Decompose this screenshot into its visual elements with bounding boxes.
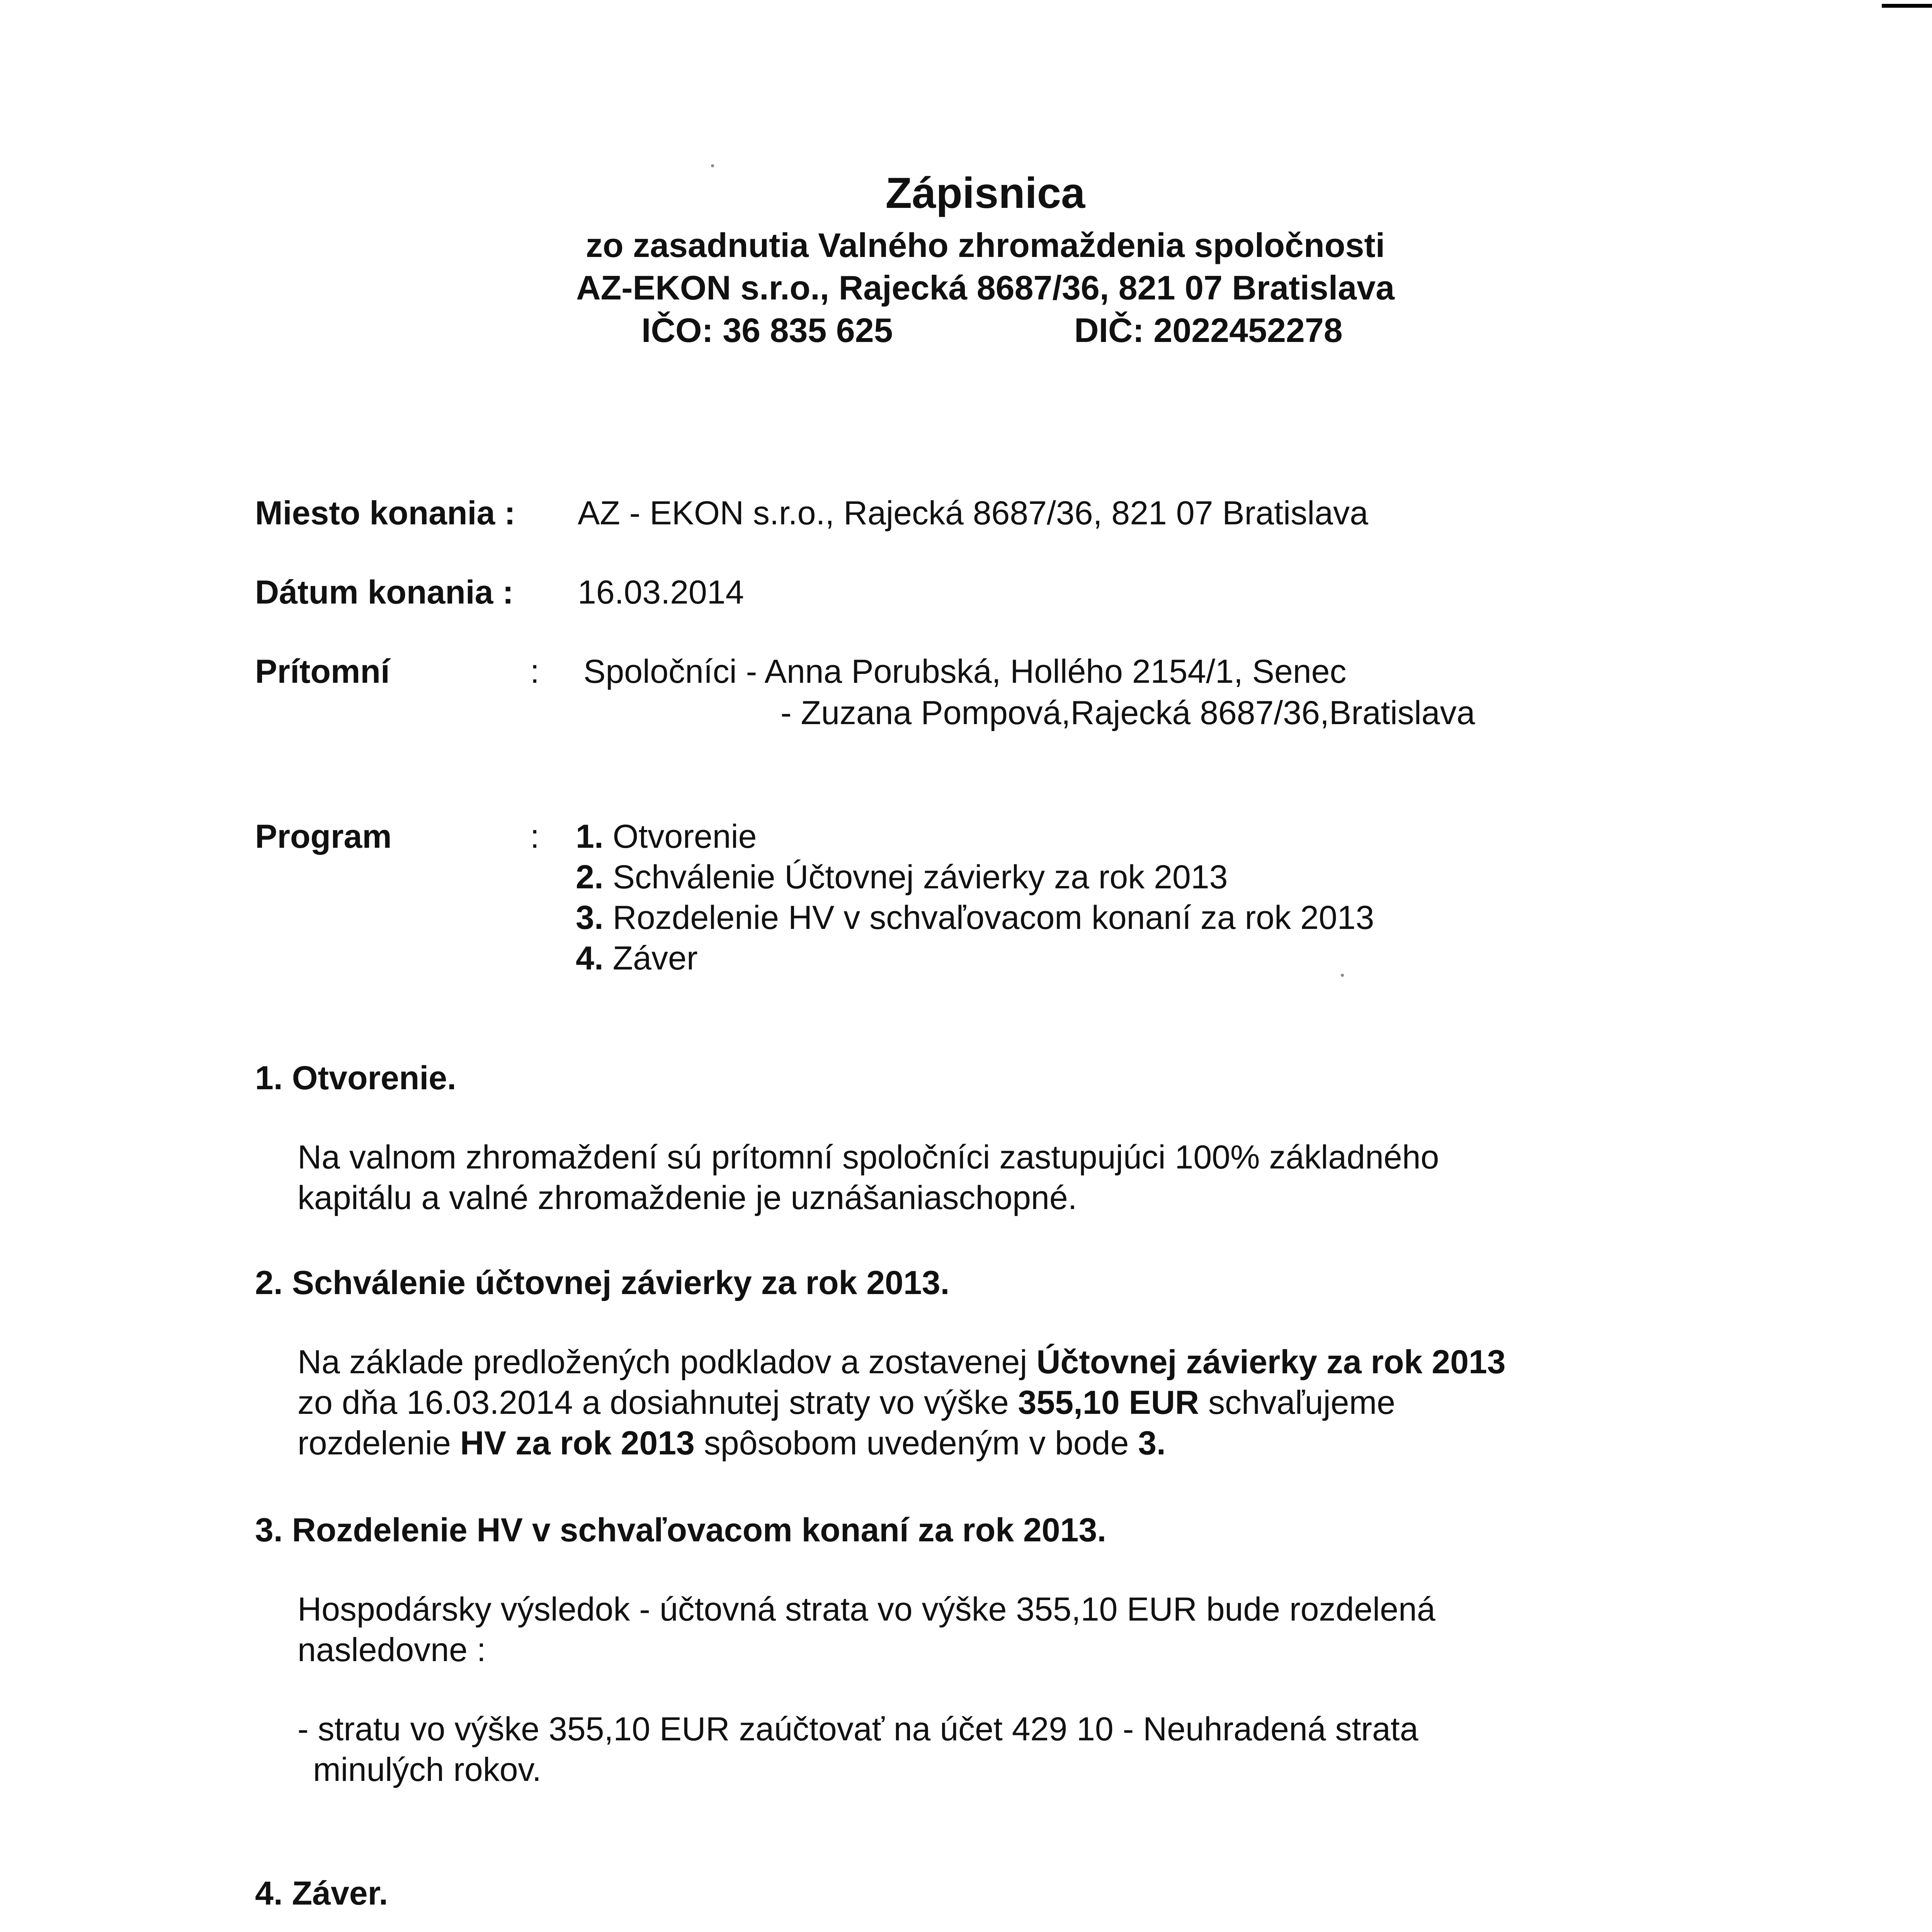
program-item-text: Schválenie Účtovnej závierky za rok 2013 (603, 859, 1228, 896)
program-colon: : (530, 818, 539, 855)
text-run: rozdelenie (298, 1425, 460, 1462)
document-title: Zápisnica (885, 169, 1085, 217)
text-run: zo dňa 16.03.2014 a dosiahnutej straty vo výške (298, 1384, 1018, 1421)
program-item (576, 939, 697, 978)
section-4-heading: 4. Záver. (255, 1875, 388, 1912)
scan-edge-mark (1882, 4, 1932, 8)
program-item-text: Záver (603, 940, 698, 977)
text-run: spôsobom uvedeným v bode (694, 1425, 1138, 1462)
program-item-number: 3. (576, 899, 604, 936)
program-item-number: 2. (576, 859, 604, 896)
section-1-line: Na valnom zhromaždení sú prítomní spoločníci zastupujúci 100% základného (298, 1139, 1439, 1176)
text-run: Na základe predložených podkladov a zostavenej (298, 1344, 1037, 1381)
date-value: 16.03.2014 (578, 574, 744, 611)
section-3-line: - stratu vo výške 355,10 EUR zaúčtovať na účet 429 10 - Neuhradená strata (298, 1711, 1418, 1748)
text-run-bold: 355,10 EUR (1018, 1384, 1199, 1421)
section-3-line: Hospodársky výsledok - účtovná strata vo výške 355,10 EUR bude rozdelená (298, 1591, 1435, 1628)
place-value: AZ - EKON s.r.o., Rajecká 8687/36, 821 07 Bratislava (578, 495, 1368, 532)
section-2-line (298, 1424, 1166, 1463)
section-3-line: nasledovne : (298, 1631, 486, 1668)
section-3-line: minulých rokov. (313, 1751, 542, 1788)
program-item-number: 1. (576, 818, 604, 855)
section-1-line: kapitálu a valné zhromaždenie je uznášaniaschopné. (298, 1179, 1077, 1216)
section-1-heading: 1. Otvorenie. (255, 1060, 456, 1097)
text-run-bold: 3. (1138, 1425, 1166, 1462)
text-run: schvaľujeme (1199, 1384, 1395, 1421)
program-item-text: Otvorenie (603, 818, 757, 855)
place-label: Miesto konania : (255, 495, 515, 532)
program-item (576, 817, 757, 856)
company-address: AZ-EKON s.r.o., Rajecká 8687/36, 821 07 Bratislava (576, 269, 1395, 307)
program-item (576, 858, 1228, 896)
section-3-heading: 3. Rozdelenie HV v schvaľovacom konaní za rok 2013. (255, 1512, 1107, 1549)
company-dic: DIČ: 2022452278 (1074, 311, 1343, 349)
scan-speck (1341, 974, 1344, 977)
text-run-bold: HV za rok 2013 (460, 1425, 695, 1462)
present-line-1: Spoločníci - Anna Porubská, Hollého 2154/1, Senec (583, 653, 1347, 690)
present-colon: : (530, 653, 539, 690)
program-label: Program (255, 818, 392, 855)
program-item-number: 4. (576, 940, 604, 977)
section-2-line (298, 1343, 1506, 1381)
document-subtitle: zo zasadnutia Valného zhromaždenia spoločnosti (585, 226, 1385, 264)
program-item (576, 898, 1374, 937)
present-label: Prítomní (255, 653, 390, 690)
section-2-line (298, 1383, 1395, 1422)
company-ico: IČO: 36 835 625 (641, 311, 893, 349)
text-run-bold: Účtovnej závierky za rok 2013 (1036, 1344, 1506, 1381)
scan-speck (711, 164, 714, 167)
present-line-2: - Zuzana Pompová,Rajecká 8687/36,Bratislava (781, 694, 1475, 731)
program-item-text: Rozdelenie HV v schvaľovacom konaní za rok 2013 (603, 899, 1374, 936)
date-label: Dátum konania : (255, 574, 514, 611)
section-2-heading: 2. Schválenie účtovnej závierky za rok 2013. (255, 1264, 950, 1301)
